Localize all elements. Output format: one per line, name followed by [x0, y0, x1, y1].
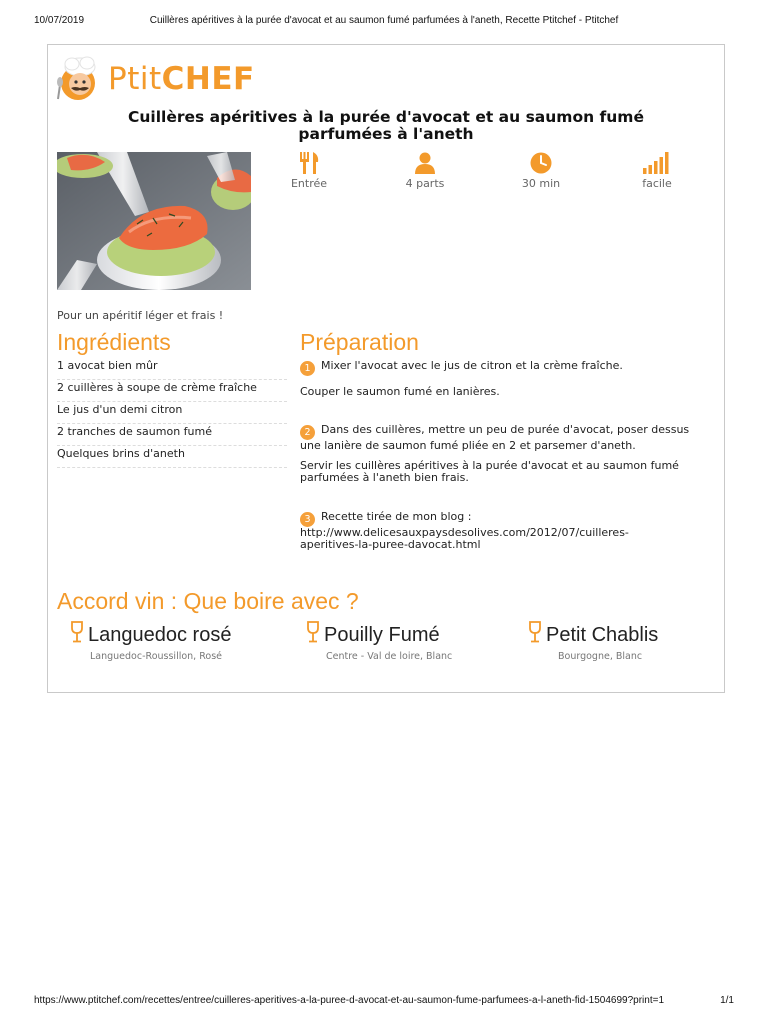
meta-difficulty-label: facile: [642, 177, 672, 190]
ingredients-heading: Ingrédients: [57, 329, 171, 355]
ingredient-item: Quelques brins d'aneth: [57, 446, 287, 468]
step-number: 1: [300, 361, 315, 376]
ingredient-item: 2 cuillères à soupe de crème fraîche: [57, 380, 287, 402]
wine-item[interactable]: [70, 621, 285, 662]
wine-item[interactable]: [306, 621, 521, 662]
logo-wordmark: [108, 61, 255, 97]
step-number: 2: [300, 425, 315, 440]
wine-region: Bourgogne, Blanc: [558, 651, 643, 662]
wine-name: Languedoc rosé: [88, 624, 232, 646]
print-page-count: 1/1: [720, 995, 734, 1006]
recipe-photo-image: [57, 152, 251, 290]
preparation-heading: Préparation: [300, 329, 419, 355]
meta-category-label: Entrée: [290, 177, 328, 190]
print-footer: [34, 995, 734, 1009]
meta-servings: [380, 152, 470, 190]
wine-item[interactable]: [528, 621, 743, 662]
wine-glass-icon: [306, 621, 320, 643]
difficulty-bars-icon: [643, 152, 671, 174]
clock-icon: [530, 152, 552, 174]
person-icon: [414, 152, 436, 174]
recipe-intro: Pour un apéritif léger et frais !: [57, 309, 224, 322]
ingredients-list: [57, 358, 287, 468]
wine-region: Languedoc-Roussillon, Rosé: [90, 651, 223, 662]
print-header: [34, 15, 734, 29]
print-url: https://www.ptitchef.com/recettes/entree/cuilleres-aperitives-a-la-puree-d-avocat-et-au-saumon-fume-parfumees-a-l-aneth-fid-1504699?print=1: [34, 995, 665, 1006]
cutlery-icon: [299, 152, 319, 174]
logo-word-ptit: Ptit: [108, 61, 162, 97]
print-page-title: Cuillères apéritives à la purée d'avocat et au saumon fumé parfumées à l'aneth, Recette Ptitchef - Ptitchef: [149, 15, 619, 26]
step-text: Dans des cuillères, mettre un peu de purée d'avocat, poser dessus une lanière de saumon fumé pliée en 2 et parsemer d'aneth.: [300, 423, 690, 452]
wine-region: Centre - Val de loire, Blanc: [326, 651, 453, 662]
meta-servings-label: 4 parts: [405, 177, 445, 190]
wine-name: Petit Chablis: [546, 624, 659, 646]
meta-category: [264, 152, 354, 190]
wine-pairing-heading: Accord vin : Que boire avec ?: [57, 588, 359, 614]
recipe-meta: [288, 152, 688, 202]
meta-time-label: 30 min: [521, 177, 561, 190]
recipe-title: Cuillères apéritives à la purée d'avocat et au saumon fumé parfumées à l'aneth: [128, 108, 644, 143]
preparation-step: [300, 360, 710, 376]
step-number: 3: [300, 512, 315, 527]
step-text: Mixer l'avocat avec le jus de citron et la crème fraîche.: [321, 359, 623, 372]
preparation-step: [300, 511, 710, 550]
chef-mascot-icon: [56, 55, 106, 101]
step-text: Recette tirée de mon blog : http://www.delicesauxpaysdesolives.com/2012/07/cuilleres-aperitives-la-puree-davocat.html: [300, 510, 629, 551]
print-date: 10/07/2019: [34, 15, 85, 26]
wine-glass-icon: [70, 621, 84, 643]
step-sub-text: Couper le saumon fumé en lanières.: [300, 385, 500, 398]
ingredient-item: Le jus d'un demi citron: [57, 402, 287, 424]
recipe-photo: [57, 152, 251, 290]
ptitchef-logo[interactable]: [56, 55, 256, 101]
meta-time: [496, 152, 586, 190]
wine-name: Pouilly Fumé: [324, 624, 440, 646]
ingredient-item: 1 avocat bien mûr: [57, 358, 287, 380]
ingredient-item: 2 tranches de saumon fumé: [57, 424, 287, 446]
recipe-card: [47, 44, 725, 693]
wine-glass-icon: [528, 621, 542, 643]
meta-difficulty: [612, 152, 702, 190]
preparation-step: [300, 424, 710, 452]
step-sub-text: Servir les cuillères apéritives à la purée d'avocat et au saumon fumé parfumées à l'aneth bien frais.: [300, 459, 679, 484]
logo-word-chef: CHEF: [161, 61, 255, 97]
